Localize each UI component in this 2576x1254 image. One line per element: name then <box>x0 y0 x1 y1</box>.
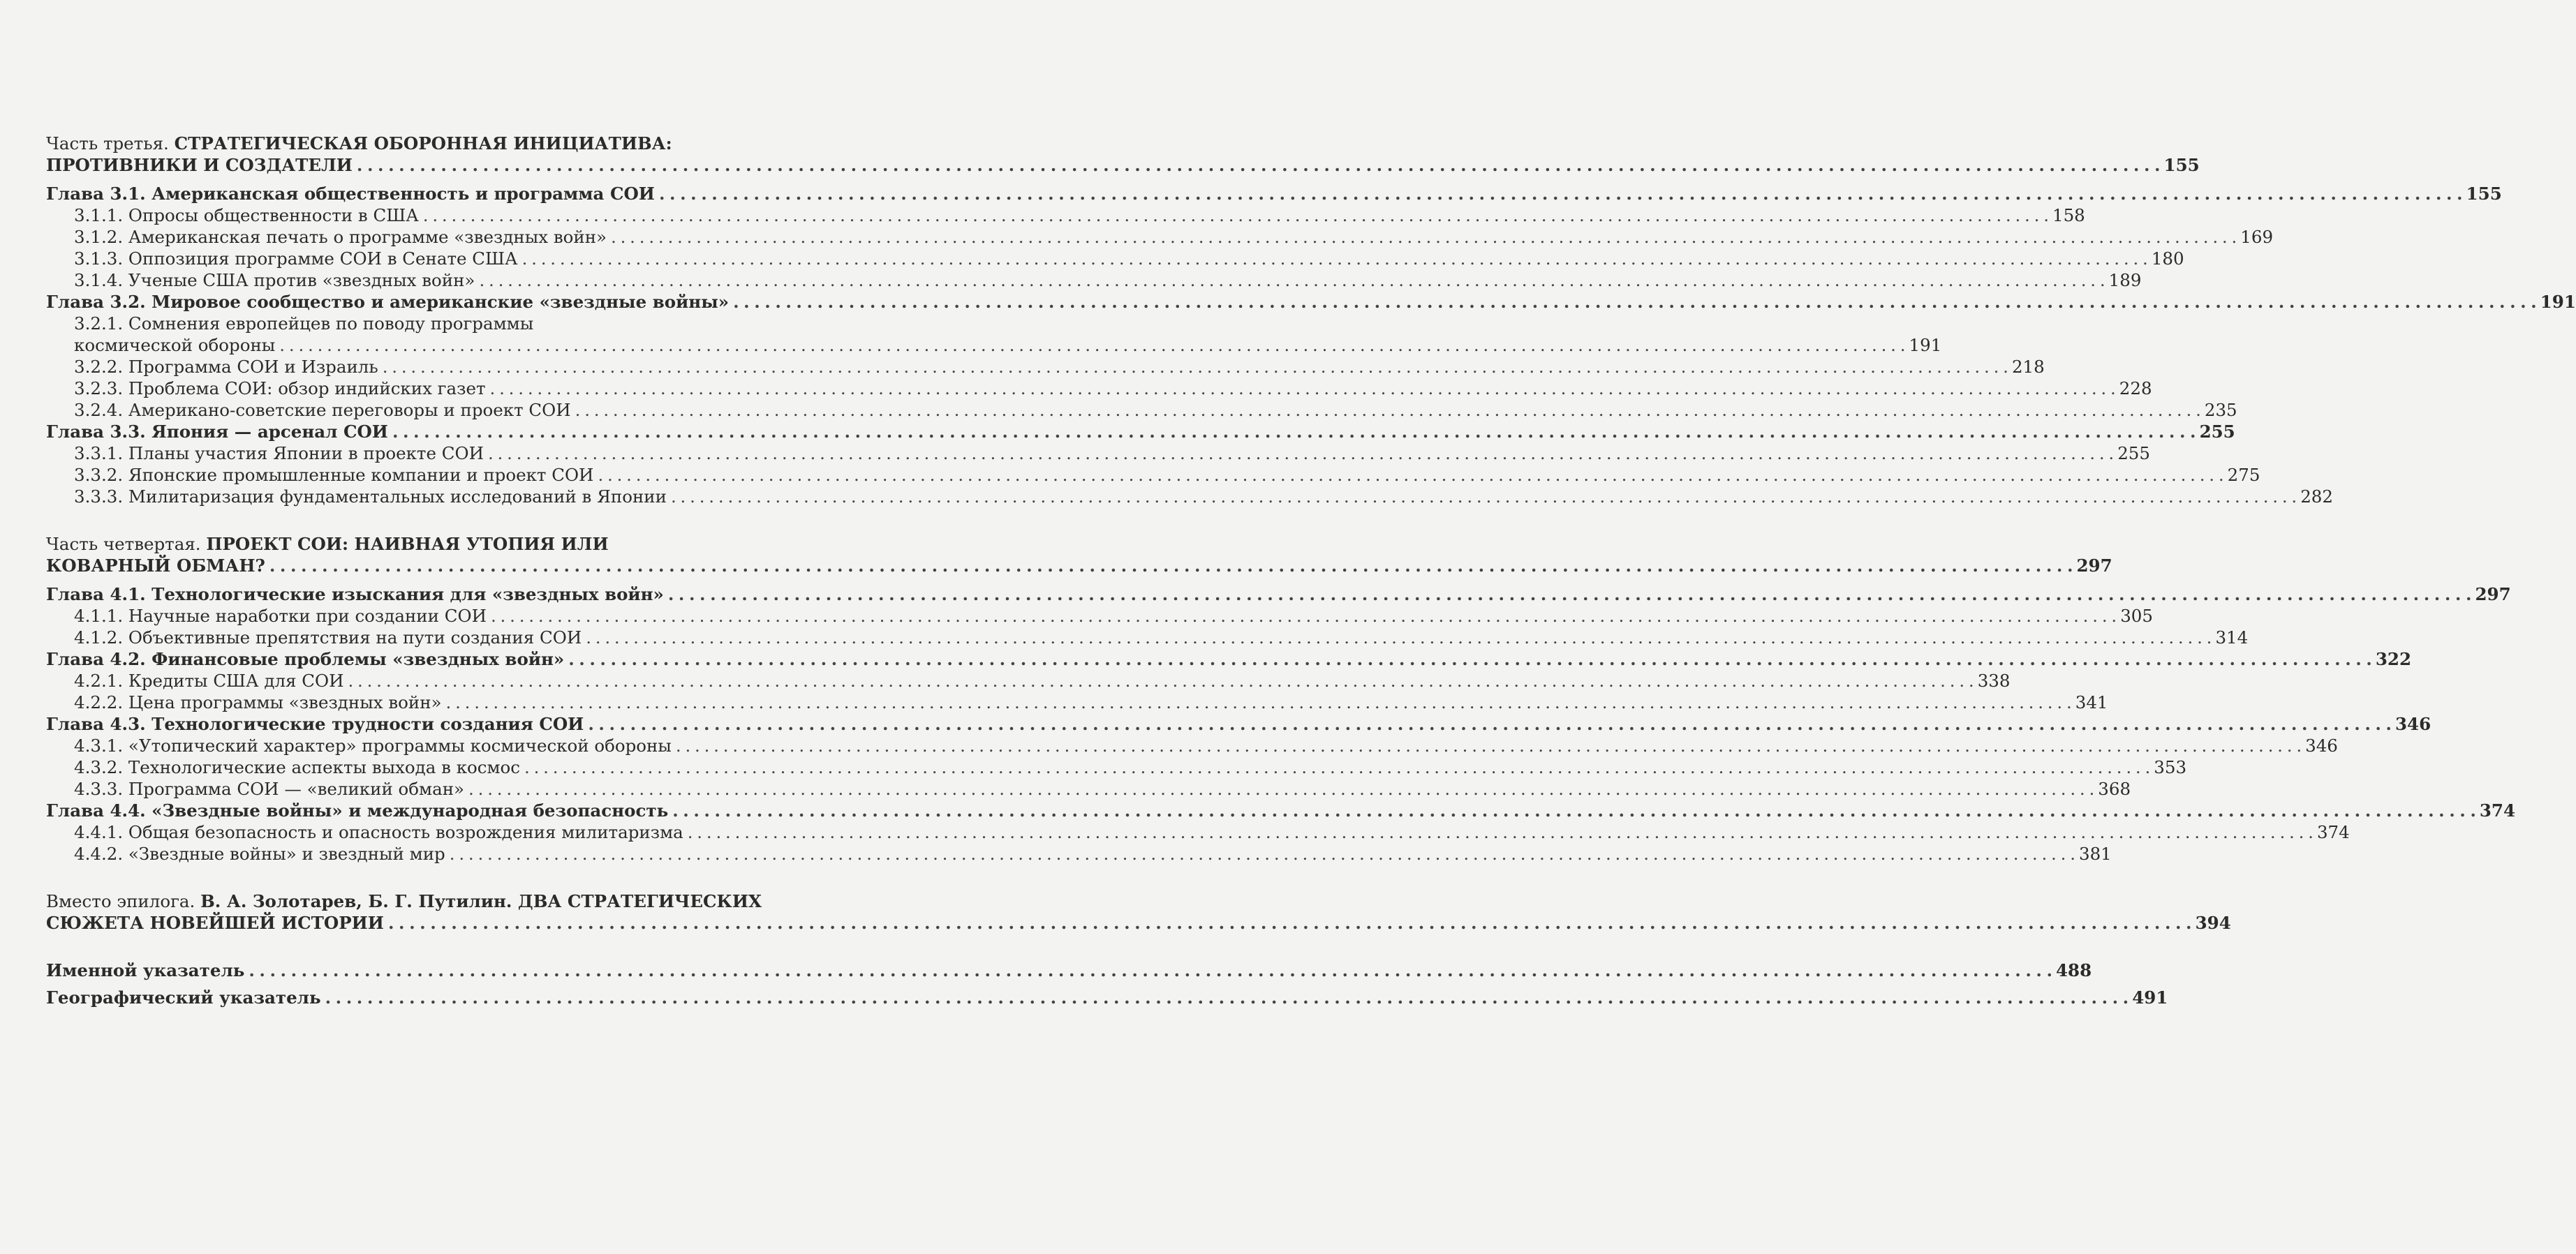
leader-dots <box>688 821 2313 843</box>
page-number: 374 <box>2316 822 2350 842</box>
leader-dots <box>249 960 2052 981</box>
leader-dots <box>423 204 2048 226</box>
entry-text: 3.1.3. Оппозиция программе СОИ в Сенате США <box>74 248 518 269</box>
page-number: 191 <box>1909 335 1942 355</box>
toc-list-part-4 <box>46 583 2516 865</box>
entry-text: 3.2.2. Программа СОИ и Израиль <box>74 357 378 377</box>
toc-entry[interactable] <box>46 248 2184 269</box>
entry-text: 4.4.1. Общая безопасность и опасность возрождения милитаризма <box>74 822 683 842</box>
leader-dots <box>392 421 2196 442</box>
page-number: 255 <box>2199 421 2235 442</box>
page-number: 158 <box>2052 205 2085 225</box>
entry-text: 4.3.2. Технологические аспекты выхода в космос <box>74 757 521 777</box>
leader-dots <box>672 800 2475 821</box>
part-3-title-line1: СТРАТЕГИЧЕСКАЯ ОБОРОННАЯ ИНИЦИАТИВА: <box>174 133 672 154</box>
page-number: 297 <box>2076 555 2112 576</box>
toc-entry[interactable] <box>46 486 2333 507</box>
epilogue-title-line2: СЮЖЕТА НОВЕЙШЕЙ ИСТОРИИ <box>46 913 384 933</box>
toc-entry[interactable] <box>46 464 2260 486</box>
toc-entry[interactable] <box>46 692 2108 713</box>
leader-dots <box>676 735 2301 756</box>
page-number: 189 <box>2108 270 2142 290</box>
leader-dots <box>490 378 2115 399</box>
page-number: 338 <box>1977 671 2011 691</box>
toc-part-4 <box>46 533 2112 576</box>
page-number: 235 <box>2204 400 2237 420</box>
page-number: 275 <box>2227 465 2260 485</box>
leader-dots <box>611 226 2236 248</box>
page-number: 180 <box>2151 248 2184 269</box>
toc-entry-chapter-4-2[interactable] <box>46 648 2411 670</box>
entry-text: 3.1.4. Ученые США против «звездных войн» <box>74 270 475 290</box>
page-number: 368 <box>2098 779 2131 799</box>
leader-dots <box>479 269 2104 291</box>
leader-dots <box>733 291 2536 313</box>
page-number: 255 <box>2117 443 2150 463</box>
toc-entry[interactable] <box>46 605 2153 627</box>
toc-indexes <box>46 960 2168 1008</box>
toc-entry[interactable] <box>46 334 1942 356</box>
entry-text: Глава 4.2. Финансовые проблемы «звездных войн» <box>46 649 565 669</box>
toc-entry[interactable] <box>46 378 2152 399</box>
toc-entry[interactable] <box>46 442 2150 464</box>
page-number: 346 <box>2305 736 2338 756</box>
part-3-label: Часть третья. <box>46 133 175 154</box>
epilogue-label: Вместо эпилога. <box>46 891 201 911</box>
leader-dots <box>659 183 2462 204</box>
part-4-label: Часть четвертая. <box>46 534 207 554</box>
part-3-title-line2: ПРОТИВНИКИ И СОЗДАТЕЛИ <box>46 155 353 175</box>
part-4-title-line1: ПРОЕКТ СОИ: НАИВНАЯ УТОПИЯ ИЛИ <box>206 534 609 554</box>
toc-entry[interactable] <box>46 912 2231 934</box>
toc-entry[interactable] <box>46 226 2274 248</box>
toc-entry-chapter-3-1[interactable] <box>46 183 2502 204</box>
toc-entry-chapter-3-3[interactable] <box>46 421 2235 442</box>
entry-text: 3.3.2. Японские промышленные компании и проект СОИ <box>74 465 594 485</box>
page-number: 228 <box>2119 378 2152 398</box>
page-number: 322 <box>2375 649 2411 669</box>
toc-entry[interactable] <box>46 399 2237 421</box>
leader-dots <box>598 464 2223 486</box>
toc-entry[interactable] <box>46 356 2045 378</box>
leader-dots <box>348 670 1973 692</box>
entry-text: Именной указатель <box>46 960 245 980</box>
entry-text: 3.3.3. Милитаризация фундаментальных исследований в Японии <box>74 486 667 507</box>
leader-dots <box>668 583 2471 605</box>
entry-text: 4.1.1. Научные наработки при создании СОИ <box>74 606 487 626</box>
entry-text: космической обороны <box>74 335 276 355</box>
toc-entry[interactable] <box>46 154 2200 176</box>
leader-dots <box>325 987 2129 1008</box>
leader-dots <box>279 334 1904 356</box>
toc-part-3 <box>46 133 2200 176</box>
page-number: 374 <box>2479 800 2516 821</box>
toc-entry-name-index[interactable] <box>46 960 2092 981</box>
page-number: 305 <box>2120 606 2153 626</box>
leader-dots <box>488 442 2113 464</box>
entry-text: Глава 4.3. Технологические трудности создания СОИ <box>46 714 584 734</box>
entry-text: 4.3.1. «Утопический характер» программы космической обороны <box>74 736 672 756</box>
entry-text: Глава 3.3. Япония — арсенал СОИ <box>46 421 388 442</box>
leader-dots <box>446 692 2071 713</box>
page-number: 346 <box>2394 714 2431 734</box>
toc-entry-chapter-3-2[interactable] <box>46 291 2576 313</box>
toc-list-part-3 <box>46 183 2576 507</box>
entry-text: 4.3.3. Программа СОИ — «великий обман» <box>74 779 465 799</box>
entry-text: Глава 4.4. «Звездные войны» и международная безопасность <box>46 800 669 821</box>
toc-entry[interactable] <box>46 269 2142 291</box>
entry-text: 3.3.1. Планы участия Японии в проекте СОИ <box>74 443 484 463</box>
leader-dots <box>357 154 2160 176</box>
entry-text: 4.1.2. Объективные препятствия на пути создания СОИ <box>74 627 582 648</box>
toc-entry-chapter-4-3[interactable] <box>46 713 2431 735</box>
entry-text: 4.2.2. Цена программы «звездных войн» <box>74 692 442 712</box>
entry-text: 4.4.2. «Звездные войны» и звездный мир <box>74 844 445 864</box>
toc-entry[interactable] <box>46 204 2085 226</box>
leader-dots <box>575 399 2200 421</box>
toc-epilogue <box>46 890 2231 934</box>
toc-entry[interactable] <box>46 821 2350 843</box>
entry-text: Глава 4.1. Технологические изыскания для «звездных войн» <box>46 584 664 604</box>
toc-entry[interactable] <box>46 627 2249 648</box>
toc-entry[interactable] <box>46 555 2112 576</box>
toc-entry[interactable] <box>46 843 2112 865</box>
toc-entry[interactable] <box>46 670 2011 692</box>
page-number: 191 <box>2540 292 2576 312</box>
page-number: 341 <box>2075 692 2108 712</box>
leader-dots <box>450 843 2075 865</box>
toc-entry[interactable] <box>46 756 2187 778</box>
page-number: 314 <box>2215 627 2249 648</box>
leader-dots <box>524 756 2149 778</box>
toc-entry[interactable] <box>46 735 2338 756</box>
leader-dots <box>586 627 2211 648</box>
page-number: 491 <box>2132 987 2168 1008</box>
page-number: 297 <box>2475 584 2511 604</box>
entry-text: 3.1.2. Американская печать о программе «звездных войн» <box>74 227 607 247</box>
entry-text: 3.1.1. Опросы общественности в США <box>74 205 419 225</box>
entry-text: Глава 3.2. Мировое сообщество и американские «звездные войны» <box>46 292 730 312</box>
page-number: 394 <box>2195 913 2231 933</box>
page-number: 155 <box>2163 155 2200 175</box>
leader-dots <box>588 713 2391 735</box>
toc-entry-chapter-4-1[interactable] <box>46 583 2511 605</box>
page-number: 155 <box>2466 184 2502 204</box>
entry-text: 3.2.4. Американо-советские переговоры и проект СОИ <box>74 400 571 420</box>
toc-entry[interactable] <box>46 778 2131 800</box>
leader-dots <box>468 778 2094 800</box>
leader-dots <box>491 605 2116 627</box>
part-4-title-line2: КОВАРНЫЙ ОБМАН? <box>46 555 265 576</box>
entry-text: Глава 3.1. Американская общественность и программа СОИ <box>46 184 655 204</box>
leader-dots <box>522 248 2147 269</box>
leader-dots <box>671 486 2296 507</box>
leader-dots <box>269 555 2073 576</box>
page-number: 282 <box>2300 486 2333 507</box>
page-number: 353 <box>2154 757 2187 777</box>
leader-dots <box>388 912 2191 934</box>
entry-text: 4.2.1. Кредиты США для СОИ <box>74 671 344 691</box>
toc-entry-chapter-4-4[interactable] <box>46 800 2516 821</box>
entry-text: Географический указатель <box>46 987 321 1008</box>
page-number: 169 <box>2240 227 2274 247</box>
entry-text-line1: 3.2.1. Сомнения европейцев по поводу программы <box>74 313 534 334</box>
entry-text: 3.2.3. Проблема СОИ: обзор индийских газет <box>74 378 486 398</box>
page-number: 218 <box>2011 357 2045 377</box>
toc-entry-geo-index[interactable] <box>46 987 2168 1008</box>
page-number: 381 <box>2078 844 2112 864</box>
page-number: 488 <box>2056 960 2092 980</box>
leader-dots <box>568 648 2371 670</box>
epilogue-title-line1: В. А. Золотарев, Б. Г. Путилин. ДВА СТРАТЕГИЧЕСКИХ <box>200 891 762 911</box>
leader-dots <box>383 356 2008 378</box>
